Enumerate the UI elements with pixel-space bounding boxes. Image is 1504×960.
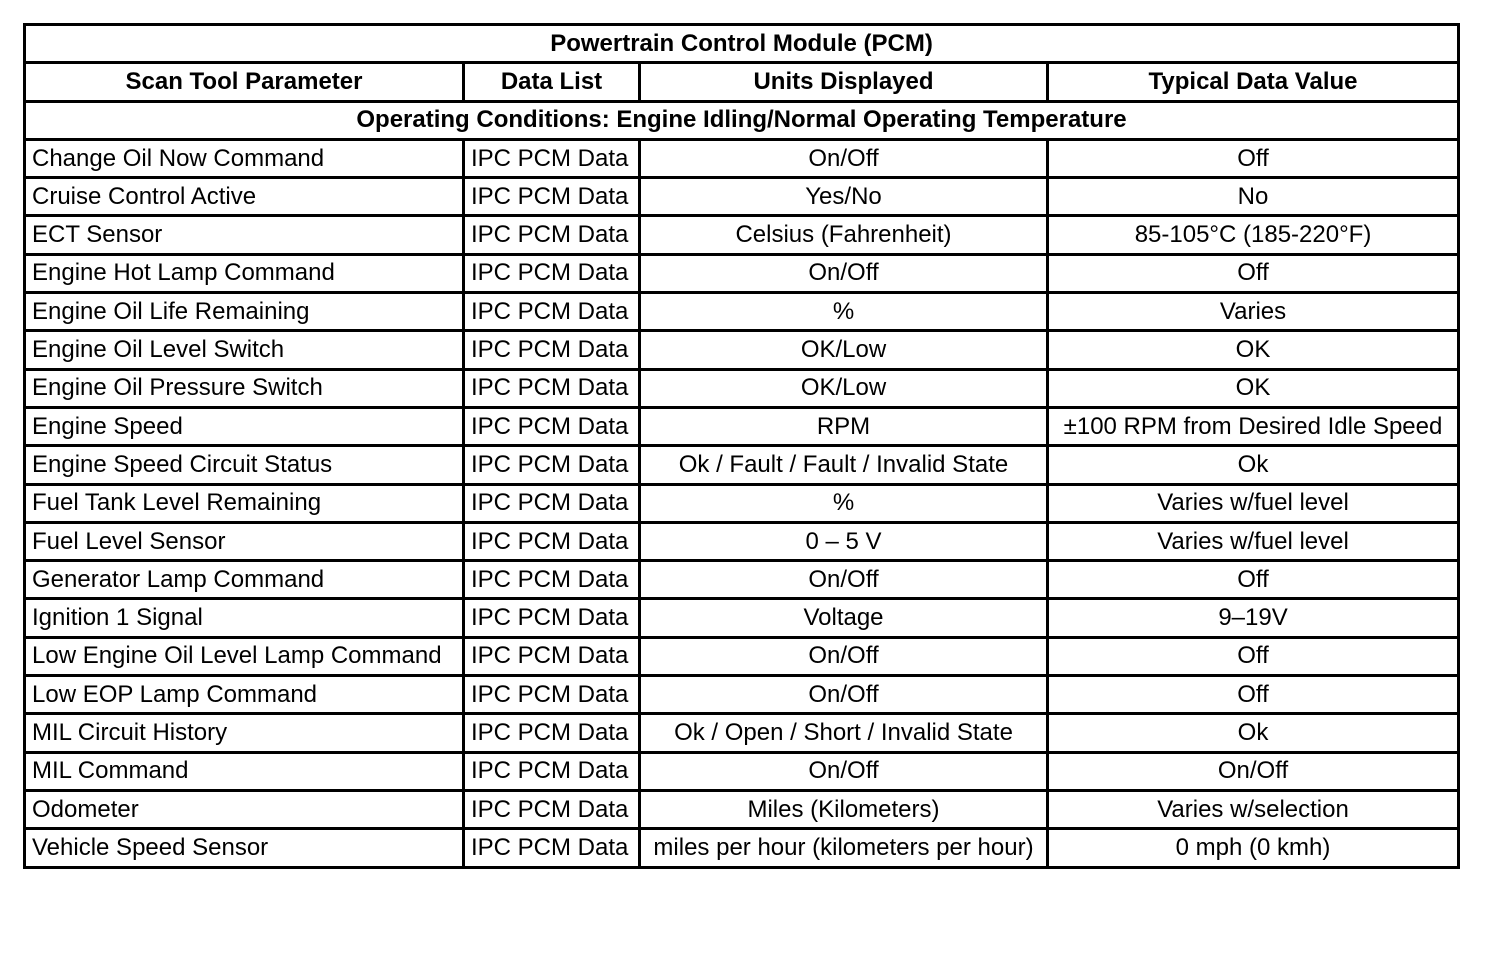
cell-parameter: Low Engine Oil Level Lamp Command [25, 637, 464, 675]
table-row [25, 637, 1459, 675]
cell-typical-value: Off [1048, 637, 1459, 675]
table-row [25, 829, 1459, 867]
cell-parameter: Engine Speed Circuit Status [25, 446, 464, 484]
header-data-list: Data List [464, 63, 640, 101]
cell-typical-value: Off [1048, 139, 1459, 177]
table-row [25, 446, 1459, 484]
table-title: Powertrain Control Module (PCM) [25, 25, 1459, 63]
header-scan-tool-parameter: Scan Tool Parameter [25, 63, 464, 101]
header-typical-data-value: Typical Data Value [1048, 63, 1459, 101]
cell-units: Miles (Kilometers) [640, 790, 1048, 828]
cell-data-list: IPC PCM Data [464, 139, 640, 177]
cell-parameter: Cruise Control Active [25, 178, 464, 216]
cell-data-list: IPC PCM Data [464, 561, 640, 599]
cell-data-list: IPC PCM Data [464, 790, 640, 828]
cell-data-list: IPC PCM Data [464, 331, 640, 369]
cell-units: On/Off [640, 752, 1048, 790]
conditions-row [25, 101, 1459, 139]
cell-typical-value: OK [1048, 369, 1459, 407]
cell-parameter: MIL Circuit History [25, 714, 464, 752]
table-row [25, 254, 1459, 292]
cell-parameter: Fuel Level Sensor [25, 522, 464, 560]
cell-units: Yes/No [640, 178, 1048, 216]
cell-parameter: Engine Oil Pressure Switch [25, 369, 464, 407]
cell-units: Ok / Fault / Fault / Invalid State [640, 446, 1048, 484]
cell-parameter: MIL Command [25, 752, 464, 790]
cell-typical-value: On/Off [1048, 752, 1459, 790]
cell-parameter: Low EOP Lamp Command [25, 676, 464, 714]
table-row [25, 331, 1459, 369]
table-row [25, 599, 1459, 637]
cell-data-list: IPC PCM Data [464, 829, 640, 867]
cell-parameter: Engine Speed [25, 407, 464, 445]
header-row [25, 63, 1459, 101]
table-row [25, 369, 1459, 407]
cell-data-list: IPC PCM Data [464, 599, 640, 637]
cell-parameter: Vehicle Speed Sensor [25, 829, 464, 867]
cell-data-list: IPC PCM Data [464, 484, 640, 522]
header-units-displayed: Units Displayed [640, 63, 1048, 101]
cell-units: OK/Low [640, 369, 1048, 407]
table-row [25, 752, 1459, 790]
cell-units: On/Off [640, 561, 1048, 599]
cell-units: On/Off [640, 676, 1048, 714]
cell-units: RPM [640, 407, 1048, 445]
cell-parameter: Engine Hot Lamp Command [25, 254, 464, 292]
table-row [25, 790, 1459, 828]
table-row [25, 178, 1459, 216]
cell-typical-value: ±100 RPM from Desired Idle Speed [1048, 407, 1459, 445]
cell-units: % [640, 484, 1048, 522]
cell-data-list: IPC PCM Data [464, 752, 640, 790]
operating-conditions: Operating Conditions: Engine Idling/Normal Operating Temperature [25, 101, 1459, 139]
cell-typical-value: Ok [1048, 446, 1459, 484]
title-row [25, 25, 1459, 63]
cell-typical-value: OK [1048, 331, 1459, 369]
cell-units: OK/Low [640, 331, 1048, 369]
table-row [25, 139, 1459, 177]
cell-typical-value: 85-105°C (185-220°F) [1048, 216, 1459, 254]
cell-data-list: IPC PCM Data [464, 522, 640, 560]
cell-units: Celsius (Fahrenheit) [640, 216, 1048, 254]
cell-typical-value: Off [1048, 676, 1459, 714]
table-row [25, 293, 1459, 331]
cell-parameter: ECT Sensor [25, 216, 464, 254]
table-row [25, 216, 1459, 254]
cell-typical-value: Varies w/selection [1048, 790, 1459, 828]
cell-typical-value: Varies w/fuel level [1048, 484, 1459, 522]
cell-parameter: Engine Oil Level Switch [25, 331, 464, 369]
table-row [25, 676, 1459, 714]
cell-data-list: IPC PCM Data [464, 714, 640, 752]
cell-units: miles per hour (kilometers per hour) [640, 829, 1048, 867]
cell-units: On/Off [640, 637, 1048, 675]
cell-typical-value: Varies [1048, 293, 1459, 331]
cell-units: On/Off [640, 139, 1048, 177]
cell-data-list: IPC PCM Data [464, 293, 640, 331]
cell-data-list: IPC PCM Data [464, 676, 640, 714]
cell-typical-value: 0 mph (0 kmh) [1048, 829, 1459, 867]
cell-parameter: Odometer [25, 790, 464, 828]
cell-units: Voltage [640, 599, 1048, 637]
cell-data-list: IPC PCM Data [464, 178, 640, 216]
cell-typical-value: Off [1048, 254, 1459, 292]
cell-data-list: IPC PCM Data [464, 216, 640, 254]
cell-data-list: IPC PCM Data [464, 369, 640, 407]
cell-parameter: Change Oil Now Command [25, 139, 464, 177]
pcm-data-table [23, 23, 1460, 869]
table-row [25, 484, 1459, 522]
cell-parameter: Ignition 1 Signal [25, 599, 464, 637]
cell-parameter: Generator Lamp Command [25, 561, 464, 599]
cell-data-list: IPC PCM Data [464, 446, 640, 484]
table-row [25, 522, 1459, 560]
cell-typical-value: Varies w/fuel level [1048, 522, 1459, 560]
cell-units: % [640, 293, 1048, 331]
cell-typical-value: No [1048, 178, 1459, 216]
cell-data-list: IPC PCM Data [464, 637, 640, 675]
cell-units: 0 – 5 V [640, 522, 1048, 560]
table-row [25, 561, 1459, 599]
cell-units: Ok / Open / Short / Invalid State [640, 714, 1048, 752]
cell-units: On/Off [640, 254, 1048, 292]
cell-parameter: Fuel Tank Level Remaining [25, 484, 464, 522]
cell-typical-value: 9–19V [1048, 599, 1459, 637]
cell-data-list: IPC PCM Data [464, 254, 640, 292]
cell-data-list: IPC PCM Data [464, 407, 640, 445]
cell-typical-value: Ok [1048, 714, 1459, 752]
table-row [25, 714, 1459, 752]
table-row [25, 407, 1459, 445]
cell-typical-value: Off [1048, 561, 1459, 599]
table-body [25, 139, 1459, 867]
cell-parameter: Engine Oil Life Remaining [25, 293, 464, 331]
